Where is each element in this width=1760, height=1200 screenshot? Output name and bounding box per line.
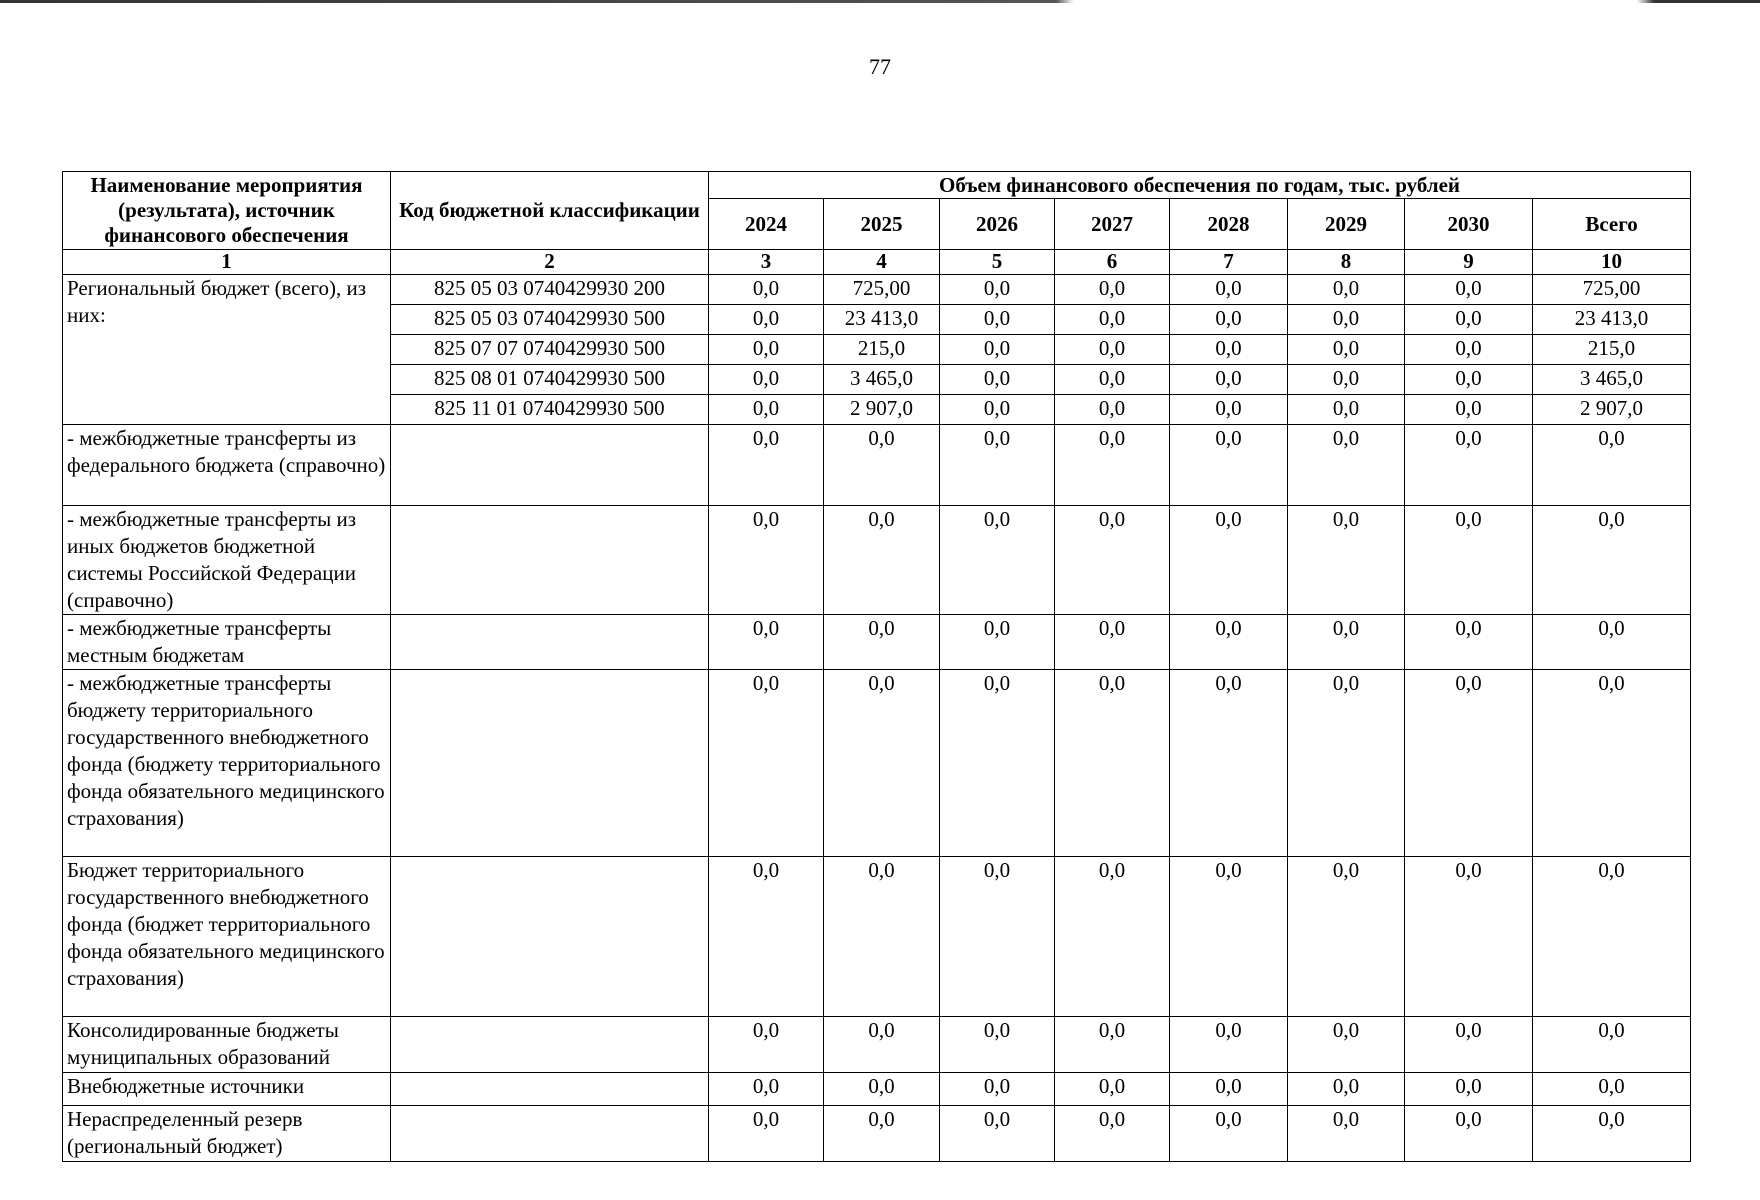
value-cell: 23 413,0 xyxy=(824,305,940,335)
table-row xyxy=(63,1073,1691,1106)
value-cell: 0,0 xyxy=(1405,305,1533,335)
value-cell: 0,0 xyxy=(824,1073,940,1106)
value-cell: 0,0 xyxy=(824,1106,940,1162)
column-number: 4 xyxy=(824,250,940,275)
value-cell: 0,0 xyxy=(940,857,1055,1017)
value-cell: 0,0 xyxy=(940,1106,1055,1162)
header-total: Всего xyxy=(1533,199,1691,250)
budget-code xyxy=(391,1106,709,1162)
value-cell: 0,0 xyxy=(709,335,824,365)
table-row xyxy=(63,670,1691,857)
value-cell: 725,00 xyxy=(824,275,940,305)
value-cell: 0,0 xyxy=(1170,1017,1288,1073)
value-cell: 0,0 xyxy=(1405,506,1533,615)
header-code-column: Код бюджетной классификации xyxy=(391,172,709,250)
value-cell: 0,0 xyxy=(1170,275,1288,305)
value-cell: 0,0 xyxy=(709,365,824,395)
value-cell: 0,0 xyxy=(709,506,824,615)
value-cell: 0,0 xyxy=(1405,1073,1533,1106)
budget-code xyxy=(391,615,709,670)
total-cell: 725,00 xyxy=(1533,275,1691,305)
header-year: 2030 xyxy=(1405,199,1533,250)
budget-code: 825 05 03 0740429930 200 xyxy=(391,275,709,305)
total-cell: 0,0 xyxy=(1533,1106,1691,1162)
header-name-column: Наименование мероприятия (результата), источник финансового обеспечения xyxy=(63,172,391,250)
budget-table xyxy=(62,171,1691,1162)
value-cell: 0,0 xyxy=(1288,335,1405,365)
value-cell: 0,0 xyxy=(1055,335,1170,365)
value-cell: 0,0 xyxy=(1170,857,1288,1017)
value-cell: 0,0 xyxy=(1288,1106,1405,1162)
value-cell: 0,0 xyxy=(1055,1017,1170,1073)
header-year: 2025 xyxy=(824,199,940,250)
column-number: 3 xyxy=(709,250,824,275)
total-cell: 0,0 xyxy=(1533,1017,1691,1073)
budget-code: 825 05 03 0740429930 500 xyxy=(391,305,709,335)
budget-code: 825 08 01 0740429930 500 xyxy=(391,365,709,395)
value-cell: 0,0 xyxy=(1288,615,1405,670)
table-row xyxy=(63,615,1691,670)
value-cell: 0,0 xyxy=(1055,506,1170,615)
value-cell: 0,0 xyxy=(1288,395,1405,425)
value-cell: 0,0 xyxy=(1055,395,1170,425)
value-cell: 0,0 xyxy=(1405,395,1533,425)
value-cell: 0,0 xyxy=(1288,305,1405,335)
budget-code: 825 07 07 0740429930 500 xyxy=(391,335,709,365)
value-cell: 0,0 xyxy=(709,425,824,506)
value-cell: 0,0 xyxy=(709,1073,824,1106)
value-cell: 0,0 xyxy=(1170,1106,1288,1162)
total-cell: 23 413,0 xyxy=(1533,305,1691,335)
value-cell: 0,0 xyxy=(709,395,824,425)
header-year: 2024 xyxy=(709,199,824,250)
table-row xyxy=(63,1106,1691,1162)
value-cell: 0,0 xyxy=(1288,425,1405,506)
value-cell: 0,0 xyxy=(1055,305,1170,335)
value-cell: 0,0 xyxy=(1170,1073,1288,1106)
value-cell: 0,0 xyxy=(1170,506,1288,615)
value-cell: 0,0 xyxy=(1288,1073,1405,1106)
value-cell: 0,0 xyxy=(1405,275,1533,305)
value-cell: 0,0 xyxy=(1170,615,1288,670)
value-cell: 0,0 xyxy=(940,365,1055,395)
value-cell: 0,0 xyxy=(1055,1073,1170,1106)
value-cell: 0,0 xyxy=(709,275,824,305)
value-cell: 0,0 xyxy=(940,1017,1055,1073)
row-name: Внебюджетные источники xyxy=(63,1073,391,1106)
value-cell: 0,0 xyxy=(940,425,1055,506)
value-cell: 0,0 xyxy=(940,1073,1055,1106)
column-number: 9 xyxy=(1405,250,1533,275)
column-number: 5 xyxy=(940,250,1055,275)
value-cell: 0,0 xyxy=(1405,857,1533,1017)
value-cell: 0,0 xyxy=(1288,670,1405,857)
total-cell: 2 907,0 xyxy=(1533,395,1691,425)
column-number: 10 xyxy=(1533,250,1691,275)
value-cell: 0,0 xyxy=(1288,275,1405,305)
value-cell: 0,0 xyxy=(1055,857,1170,1017)
value-cell: 0,0 xyxy=(940,395,1055,425)
budget-code xyxy=(391,506,709,615)
value-cell: 0,0 xyxy=(709,857,824,1017)
value-cell: 0,0 xyxy=(1170,305,1288,335)
page-number: 77 xyxy=(869,54,891,79)
row-name: Нераспределенный резерв (региональный бюджет) xyxy=(63,1106,391,1162)
row-name: - межбюджетные трансферты местным бюджетам xyxy=(63,615,391,670)
total-cell: 0,0 xyxy=(1533,506,1691,615)
value-cell: 0,0 xyxy=(940,670,1055,857)
value-cell: 0,0 xyxy=(1055,365,1170,395)
scan-border xyxy=(0,0,1760,3)
row-name: - межбюджетные трансферты из федерального бюджета (справочно) xyxy=(63,425,391,506)
row-name: - межбюджетные трансферты из иных бюджетов бюджетной системы Российской Федерации (справочно) xyxy=(63,506,391,615)
value-cell: 0,0 xyxy=(1170,395,1288,425)
value-cell: 0,0 xyxy=(940,615,1055,670)
value-cell: 0,0 xyxy=(1405,615,1533,670)
total-cell: 0,0 xyxy=(1533,857,1691,1017)
value-cell: 0,0 xyxy=(1405,365,1533,395)
value-cell: 3 465,0 xyxy=(824,365,940,395)
total-cell: 0,0 xyxy=(1533,425,1691,506)
total-cell: 215,0 xyxy=(1533,335,1691,365)
value-cell: 0,0 xyxy=(1170,670,1288,857)
budget-code xyxy=(391,1017,709,1073)
value-cell: 0,0 xyxy=(1405,1017,1533,1073)
value-cell: 0,0 xyxy=(824,1017,940,1073)
budget-code xyxy=(391,1073,709,1106)
table-row xyxy=(63,1017,1691,1073)
total-cell: 0,0 xyxy=(1533,615,1691,670)
value-cell: 0,0 xyxy=(1405,335,1533,365)
budget-code xyxy=(391,425,709,506)
header-year: 2028 xyxy=(1170,199,1288,250)
row-name: Бюджет территориального государственного внебюджетного фонда (бюджет территориального фонда обязательного медицинского страхования) xyxy=(63,857,391,1017)
value-cell: 215,0 xyxy=(824,335,940,365)
value-cell: 0,0 xyxy=(1170,335,1288,365)
column-number: 7 xyxy=(1170,250,1288,275)
value-cell: 0,0 xyxy=(824,857,940,1017)
value-cell: 0,0 xyxy=(709,1017,824,1073)
table-row xyxy=(63,857,1691,1017)
column-number: 6 xyxy=(1055,250,1170,275)
column-number: 8 xyxy=(1288,250,1405,275)
header-year: 2029 xyxy=(1288,199,1405,250)
header-year: 2027 xyxy=(1055,199,1170,250)
value-cell: 0,0 xyxy=(940,305,1055,335)
value-cell: 0,0 xyxy=(940,506,1055,615)
value-cell: 0,0 xyxy=(824,425,940,506)
row-name: - межбюджетные трансферты бюджету территориального государственного внебюджетного фонда (бюджету территориального фонда обязательного медицинского страхования) xyxy=(63,670,391,857)
column-number: 2 xyxy=(391,250,709,275)
table-row xyxy=(63,275,1691,305)
value-cell: 0,0 xyxy=(709,615,824,670)
value-cell: 0,0 xyxy=(1170,365,1288,395)
value-cell: 0,0 xyxy=(1405,670,1533,857)
header-funding-group: Объем финансового обеспечения по годам, тыс. рублей xyxy=(709,172,1691,199)
value-cell: 0,0 xyxy=(824,506,940,615)
value-cell: 0,0 xyxy=(709,670,824,857)
value-cell: 0,0 xyxy=(1055,670,1170,857)
value-cell: 0,0 xyxy=(1288,1017,1405,1073)
budget-code: 825 11 01 0740429930 500 xyxy=(391,395,709,425)
budget-code xyxy=(391,857,709,1017)
value-cell: 2 907,0 xyxy=(824,395,940,425)
row-name: Консолидированные бюджеты муниципальных образований xyxy=(63,1017,391,1073)
value-cell: 0,0 xyxy=(1055,1106,1170,1162)
column-number: 1 xyxy=(63,250,391,275)
value-cell: 0,0 xyxy=(1055,425,1170,506)
value-cell: 0,0 xyxy=(940,275,1055,305)
value-cell: 0,0 xyxy=(1288,857,1405,1017)
value-cell: 0,0 xyxy=(1405,425,1533,506)
total-cell: 0,0 xyxy=(1533,1073,1691,1106)
total-cell: 3 465,0 xyxy=(1533,365,1691,395)
value-cell: 0,0 xyxy=(1170,425,1288,506)
value-cell: 0,0 xyxy=(1055,275,1170,305)
value-cell: 0,0 xyxy=(1405,1106,1533,1162)
value-cell: 0,0 xyxy=(940,335,1055,365)
value-cell: 0,0 xyxy=(824,615,940,670)
value-cell: 0,0 xyxy=(1288,365,1405,395)
budget-code xyxy=(391,670,709,857)
table-row xyxy=(63,506,1691,615)
table-row xyxy=(63,425,1691,506)
row-name: Региональный бюджет (всего), из них: xyxy=(63,275,391,425)
header-year: 2026 xyxy=(940,199,1055,250)
value-cell: 0,0 xyxy=(824,670,940,857)
total-cell: 0,0 xyxy=(1533,670,1691,857)
value-cell: 0,0 xyxy=(709,1106,824,1162)
value-cell: 0,0 xyxy=(709,305,824,335)
value-cell: 0,0 xyxy=(1055,615,1170,670)
value-cell: 0,0 xyxy=(1288,506,1405,615)
